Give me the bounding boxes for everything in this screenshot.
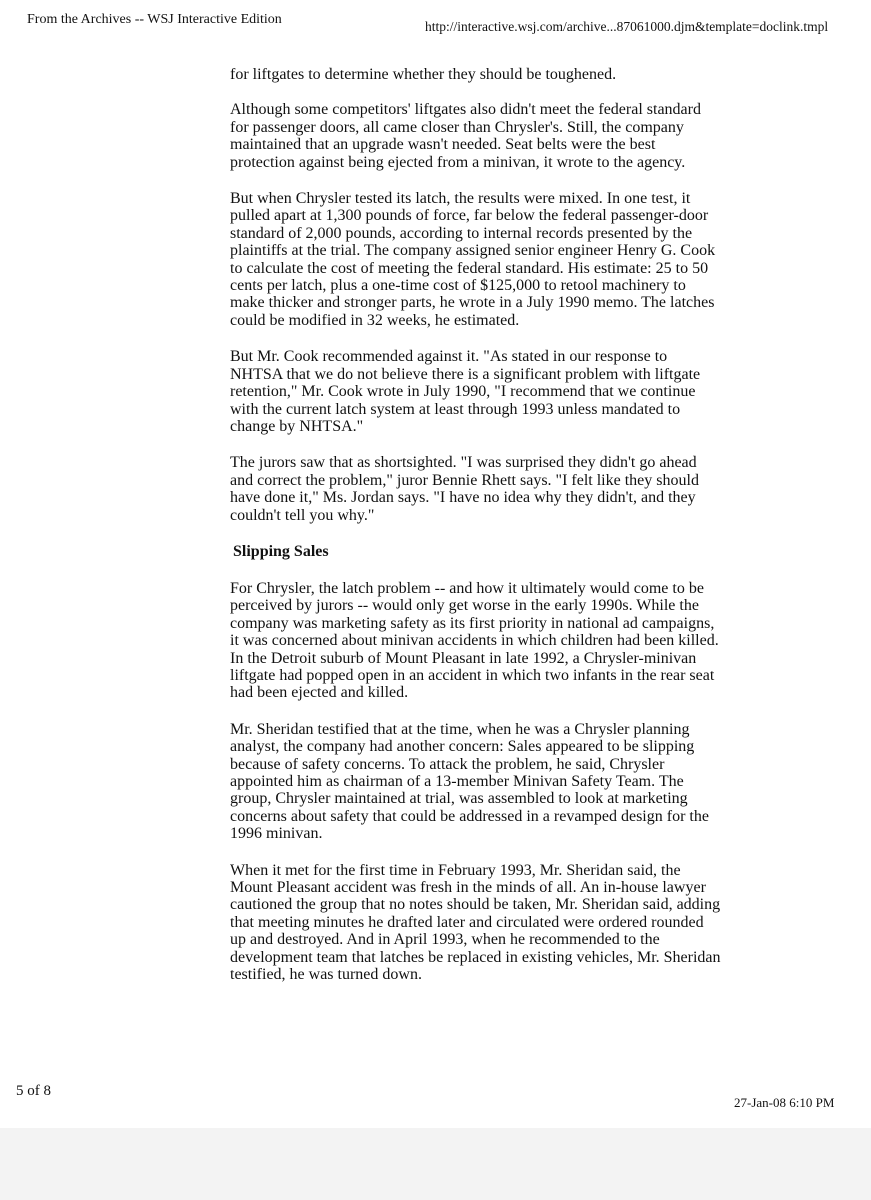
header-url: http://interactive.wsj.com/archive...87061000.djm&template=doclink.tmpl: [425, 19, 829, 34]
article-paragraph: The jurors saw that as shortsighted. "I was surprised they didn't go ahead and correct the problem," juror Bennie Rhett says. "I felt like they should have done it," Ms. Jordan says. "I have no idea why they didn't, and they couldn't tell you why.": [230, 454, 699, 524]
section-heading: Slipping Sales: [233, 542, 329, 560]
article-paragraph: Mr. Sheridan testified that at the time, when he was a Chrysler planning analyst, the company had another concern: Sales appeared to be slipping because of safety concerns. To attack the problem, he said, Chrysler appointed him as chairman of a 13-member Minivan Safety Team. The group, Chrysler maintained at trial, was assembled to look at marketing concerns about safety that could be addressed in a revamped design for the 1996 minivan.: [230, 720, 709, 843]
article-paragraph: But when Chrysler tested its latch, the results were mixed. In one test, it pulled apart at 1,300 pounds of force, far below the federal passenger-door standard of 2,000 pounds, according to internal records presented by the plaintiffs at the trial. The company assigned senior engineer Henry G. Cook to calculate the cost of meeting the federal standard. His estimate: 25 to 50 cents per latch, plus a one-time cost of $125,000 to retool machinery to make thicker and stronger parts, he wrote in a July 1990 memo. The latches could be modified in 32 weeks, he estimated.: [230, 190, 716, 329]
article-paragraph: But Mr. Cook recommended against it. "As stated in our response to NHTSA that we do not believe there is a significant problem with liftgate retention," Mr. Cook wrote in July 1990, "I recommend that we continue with the current latch system at least through 1993 unless mandated to change by NHTSA.": [230, 348, 701, 435]
header-site-title: From the Archives -- WSJ Interactive Edition: [27, 12, 282, 27]
scan-background: [0, 1128, 871, 1200]
page-number: 5 of 8: [16, 1083, 51, 1099]
footer-timestamp: 27-Jan-08 6:10 PM: [734, 1095, 835, 1110]
article-paragraph: For Chrysler, the latch problem -- and how it ultimately would come to be perceived by jurors -- would only get worse in the early 1990s. While the company was marketing safety as its first priority in national ad campaigns, it was concerned about minivan accidents in which children had been killed. In the Detroit suburb of Mount Pleasant in late 1992, a Chrysler-minivan liftgate had popped open in an accident in which two infants in the rear seat had been ejected and killed.: [230, 579, 719, 702]
article-paragraph: Although some competitors' liftgates also didn't meet the federal standard for passenger doors, all came closer than Chrysler's. Still, the company maintained that an upgrade wasn't needed. Seat belts were the best protection against being ejected from a minivan, it wrote to the agency.: [230, 101, 701, 171]
article-paragraph: for liftgates to determine whether they should be toughened.: [230, 66, 617, 83]
article-body: [230, 66, 722, 1002]
article-paragraph: When it met for the first time in February 1993, Mr. Sheridan said, the Mount Pleasant accident was fresh in the minds of all. An in-house lawyer cautioned the group that no notes should be taken, Mr. Sheridan said, adding that meeting minutes he drafted later and circulated were ordered rounded up and destroyed. And in April 1993, when he recommended to the development team that latches be replaced in existing vehicles, Mr. Sheridan testified, he was turned down.: [230, 861, 721, 984]
